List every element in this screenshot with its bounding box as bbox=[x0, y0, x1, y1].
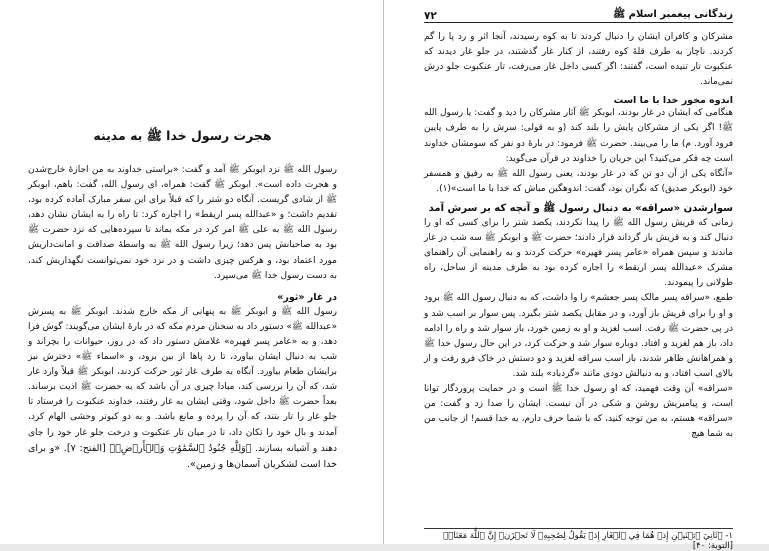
running-title: زندگانی پیغمبر اسلام ﷺ bbox=[613, 9, 733, 20]
section2-paragraph-1: زمانی که قریش رسول الله ﷺ را پیدا نکردند، یکصد شتر را برای کسی که او را دنبال کند و به قریش باز گرداند قرار دادند؛ حضرت ﷺ و ابوبکر ﷺ سه شب در غار ماندند و سپس همراه «عامر پسر فهیره» حرکت کردند و به راهنمایی آن راهنمای مشرک «عبدالله پسر اریقط» را اجاره کرده بود به طرف مدینه از ساحل، راه طولانی را پیمودند. bbox=[424, 217, 733, 289]
left-paragraph-2-text: رسول الله ﷺ و ابوبکر ﷺ به پنهانی از مکه خارج شدند. ابوبکر ﷺ به پسرش «عبدالله ﷺ» دستور داد به سخنان مردم مکه که در بارهٔ ایشان می‌گویند: گوش فرا دهد، و به «عامر پسر فهیره» غلامش دستور داد که در روز، حیوانات را بچراند و شب به دنبال ایشان بیاورد، تا رد پاها از بین برود، و «اسماء ﷺ» دخترش نیز برایشان طعام بیاورد. آنگاه به طرف غار ثور حرکت کردند، ابوبکر ﷺ قبلاً وارد غار شد، که آن را بررسی کند، مبادا چیزی در آن باشد که به حضرت ﷺ اذیت برساند. بعداً حضرت ﷺ داخل شود، وقتی ایشان به غار رفتند، خداوند عنکبوت را فرستاد تا جلو غار را تار بتند، که آن را پرده و مانع باشد. و به دو کبوتر وحشی الهام کرد، آمدند و بال خود را تکان داد، تا در میان تار عنکبوت و درخت جلو غار خود را جای دهند و آشیانه بسازند. bbox=[28, 306, 337, 454]
section2-paragraph-2: طمع، «سراقه پسر مالک پسر جعشم» را وا داشت، که به دنبال رسول الله ﷺ برود و او را برای قریش باز آورد، و در مقابل یکصد شتر بگیرد. پس سوار بر اسب شد و در پی حضرت ﷺ رفت. اسب لغزید و او به زمین خورد، باز سوار شد و راه را ادامه داد، باز هم لغزید و افتاد. دوباره سوار شد و حرکت کرد، در این حال رسول خدا ﷺ و همراهانش ظاهر شدند، باز اسب سراقه لغزید و دو دستش در خاک فرو رفت و از بالای اسب افتاد، و به دنبالش دودی مانند «گردباد» بلند شد. bbox=[424, 293, 733, 379]
section-heading-cave: در غار «ثور» bbox=[277, 291, 337, 303]
right-page bbox=[384, 0, 769, 551]
section1-paragraph-2: «آنگاه یکی از آن دو تن که در غار بودند، یعنی رسول الله ﷺ به رفیق و همسفر خود (ابوبکر صدیق) که نگران بود، گفت: اندوهگین مباش که خدا با ما است»(۱). bbox=[424, 168, 733, 194]
section-heading-suraqa: سوارشدن «سراقه» به دنبال رسول ﷺ و آنچه که بر سرش آمد bbox=[428, 202, 733, 214]
left-paragraph-2 bbox=[28, 305, 337, 473]
chapter-title: هجرت رسول خدا ﷺ به مدینه bbox=[93, 128, 272, 143]
left-page bbox=[0, 0, 384, 544]
running-header bbox=[424, 6, 733, 23]
page-number: ۷۲ bbox=[424, 10, 437, 22]
section2-paragraph-3: «سراقه» آن وقت فهمید، که او رسول خدا ﷺ است و در حمایت پروردگار توانا است، و پیامبریش روشن و شکی در آن نیست. ایشان را صدا زد و گفت: من «سراقه» هستم، به من توجه کنید، که با شما حرف دارم، به خدا قسم! از جانب من به شما هیچ bbox=[424, 383, 733, 440]
quran-verse: ﴿وَلِلَّهِ جُنُودُ ٱلسَّمَٰوَٰتِ وَٱلۡأَرۡضِۚ﴾ [الفتح: ۷]. «و برای خدا است لشکریان آسمان‌ها و زمین». bbox=[28, 442, 337, 470]
footnote-divider bbox=[424, 528, 733, 530]
section-heading-sorrow: اندوه مخور خدا با ما است bbox=[613, 95, 733, 107]
left-paragraph-1: رسول الله ﷺ نزد ابوبکر ﷺ آمد و گفت: «براستی خداوند به من اجازهٔ خارج‌شدن و هجرت داده است». ابوبکر ﷺ گفت: همراه، ای رسول الله، گفت: باهم، ابوبکر ﷺ از شادی گریست. آنگاه دو شتر را که قبلاً برای این سفر مبارک آماده کرده بود، تقدیم داشت؛ و «عبدالله پسر اریقط» را اجاره کرد: تا راه را به ایشان نشان دهد، رسول الله ﷺ به علی ﷺ امر کرد در مکه بماند تا سپرده‌هایی که نزد حضرت ﷺ بود به صاحبانش پس دهد؛ زیرا رسول الله ﷺ به واسطهٔ صداقت و امانت‌داریش مورد اعتماد بود، و هرکس چیزی داشت و در نزد خود نمی‌توانست نگهداریش کند، به دست رسول خدا ﷺ می‌سپرد. bbox=[28, 165, 337, 281]
footnote: ۱- ﴿ثَانِيَ ٱثۡنَيۡنِ إِذۡ هُمَا فِي ٱلۡغَارِ إِذۡ يَقُولُ لِصَٰحِبِهِۦ لَا تَحۡزَنۡ إِنَّ ٱللَّهَ مَعَنَاۖ﴾ [التوبة: ۴۰] bbox=[443, 531, 733, 551]
section1-paragraph-1: هنگامی که ایشان در غار بودند، ابوبکر ﷺ آثار مشرکان را دید و گفت: یا رسول الله ﷺ! اگر یکی از مشرکان پایش را بلند کند (و به قولی: سرش را به طرف پایین فرود آورد. م) ما را می‌بیند. حضرت ﷺ فرمود: در بارهٔ دو نفر که سومشان خداوند است چه فکر می‌کنید؟ این جریان را خداوند در قرآن می‌گوید: bbox=[424, 108, 733, 164]
right-intro-paragraph: مشرکان و کافران ایشان را دنبال کردند تا به کوه رسیدند، آنجا اثر و رد پا را گم کردند. ناچار به طرف قلهٔ کوه رفتند، از کنار غار گذشتند، در جلو غار دیدند که عنکبوت تار تنیده است، گفتند: اگر کسی داخل غار می‌رفت، تار عنکبوت جلو درش نمی‌ماند. bbox=[424, 32, 733, 88]
